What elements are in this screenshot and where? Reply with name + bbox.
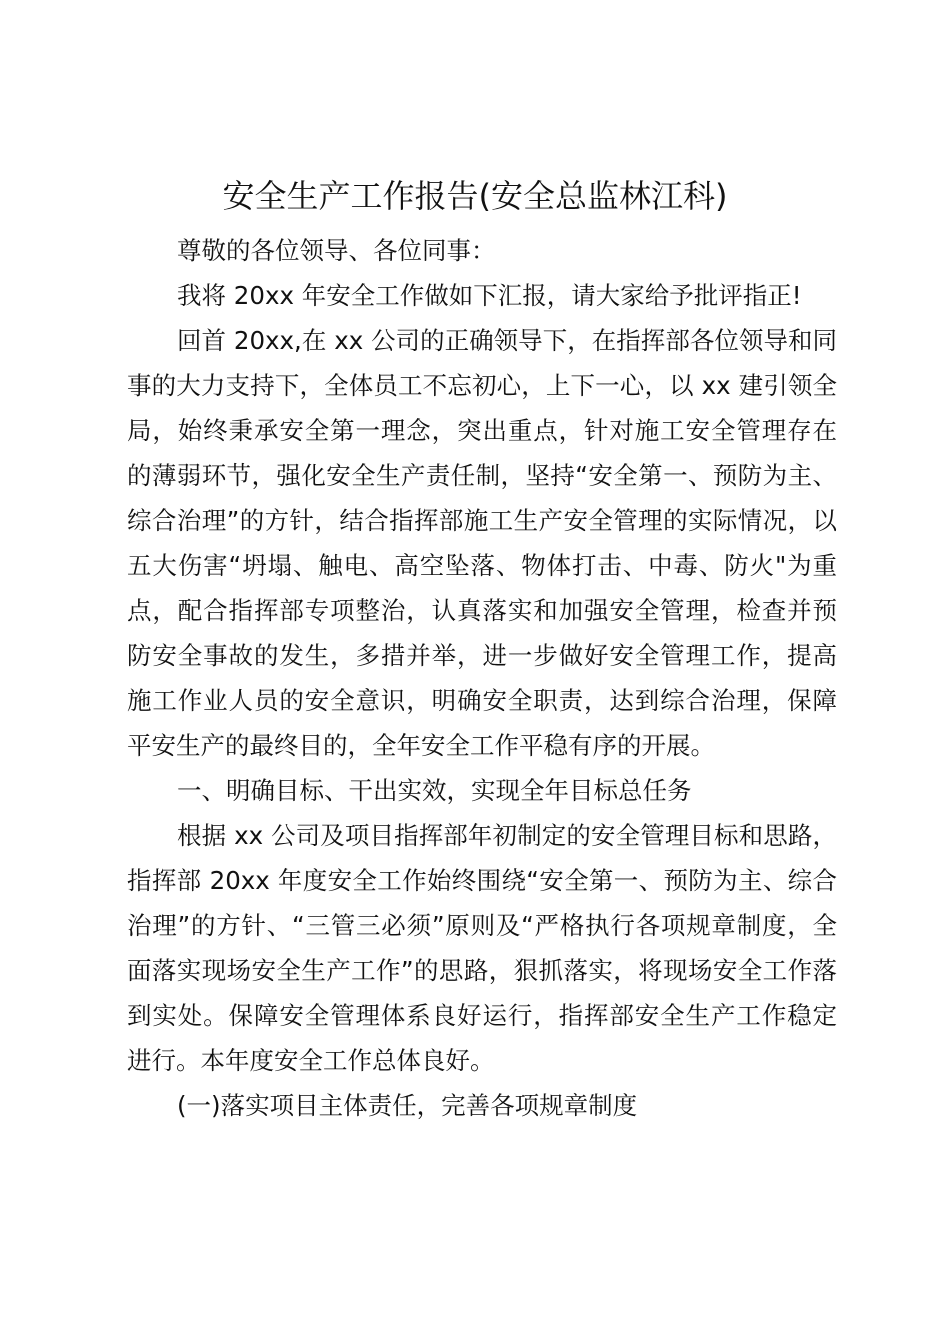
- document-title: 安全生产工作报告(安全总监林江科): [222, 177, 728, 215]
- section-heading-1: 一、明确目标、干出实效，实现全年目标总任务: [177, 776, 692, 805]
- paragraph-intro: 我将 20xx 年安全工作做如下汇报，请大家给予批评指正!: [177, 281, 802, 310]
- paragraph-salutation: 尊敬的各位领导、各位同事：: [177, 236, 496, 265]
- subsection-heading-1: (一)落实项目主体责任，完善各项规章制度: [177, 1091, 638, 1120]
- paragraph-section-1: 根据 xx 公司及项目指挥部年初制定的安全管理目标和思路，指挥部 20xx 年度安全工作始终围绕“安全第一、预防为主、综合治理”的方针、“三管三必须”原则及“严格执行各项规章制度，全面落实现场安全生产工作”的思路，狠抓落实，将现场安全工作落到实处。保障安全管理体系良好运行，指挥部安全生产工作稳定进行。本年度安全工作总体良好。: [127, 821, 837, 1075]
- document-body: [127, 228, 837, 1128]
- paragraph-review: 回首 20xx,在 xx 公司的正确领导下，在指挥部各位领导和同事的大力支持下，全体员工不忘初心，上下一心，以 xx 建引领全局，始终秉承安全第一理念，突出重点，针对施工安全管理存在的薄弱环节，强化安全生产责任制，坚持“安全第一、预防为主、综合治理”的方针，结合指挥部施工生产安全管理的实际情况，以五大伤害“坍塌、触电、高空坠落、物体打击、中毒、防火"为重点，配合指挥部专项整治，认真落实和加强安全管理，检查并预防安全事故的发生，多措并举，进一步做好安全管理工作，提高施工作业人员的安全意识，明确安全职责，达到综合治理，保障平安生产的最终目的，全年安全工作平稳有序的开展。: [127, 326, 837, 760]
